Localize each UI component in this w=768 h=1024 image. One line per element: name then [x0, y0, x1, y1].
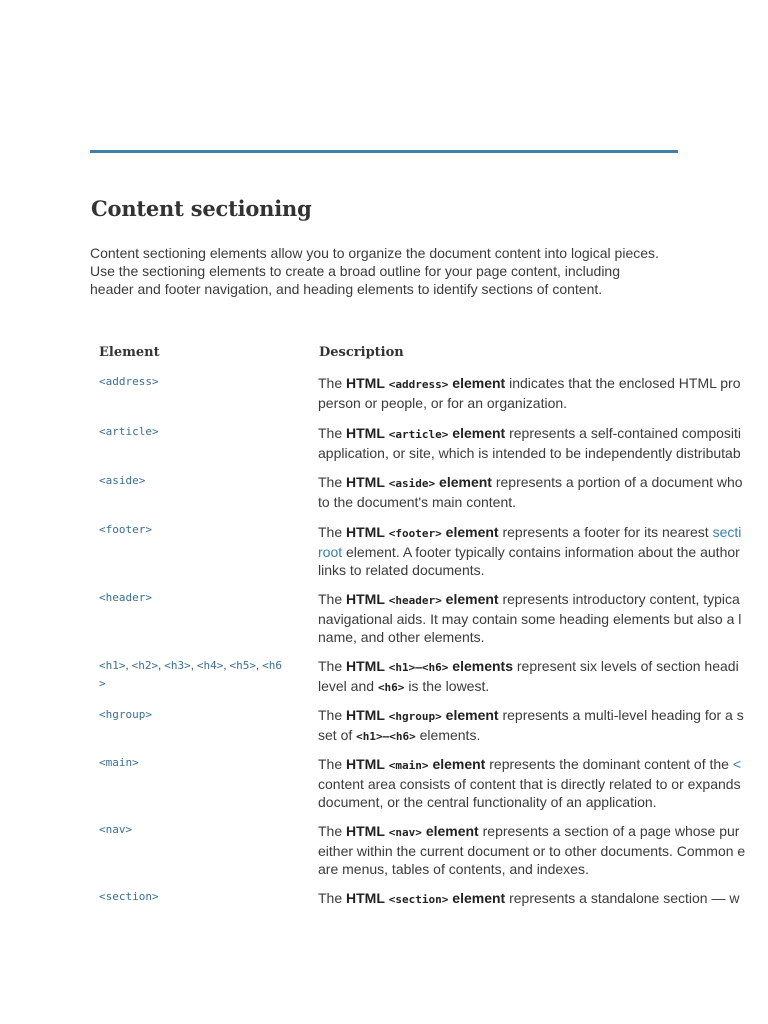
- description-nav: The HTML <nav> element represents a section of a page whose pur either within the current document or to other documents. Common e are menus, tables of contents, and indexes.: [318, 823, 746, 877]
- element-link-aside[interactable]: <aside>: [99, 474, 146, 487]
- description-footer: The HTML <footer> element represents a footer for its nearest secti root element. A footer typically contains information about the author links to related documents.: [318, 524, 742, 578]
- element-link-header[interactable]: <header>: [99, 591, 152, 604]
- column-header-element: Element: [99, 345, 160, 360]
- element-link-nav[interactable]: <nav>: [99, 823, 133, 836]
- description-section: The HTML <section> element represents a standalone section — w: [318, 890, 740, 906]
- element-link-footer[interactable]: <footer>: [99, 523, 152, 536]
- element-link-headings[interactable]: <h1>, <h2>, <h3>, <h4>, <h5>, <h6 >: [99, 659, 282, 690]
- column-header-description: Description: [319, 345, 404, 360]
- header-rule: [90, 150, 678, 153]
- description-article: The HTML <article> element represents a self-contained compositi application, or site, which is intended to be independently distributab: [318, 425, 742, 461]
- description-header: The HTML <header> element represents introductory content, typica navigational aids. It may contain some heading elements but also a l name, and other elements.: [318, 591, 742, 645]
- element-link-h2[interactable]: <h2>: [131, 659, 159, 672]
- element-link-main[interactable]: <main>: [99, 756, 139, 769]
- intro-paragraph: Content sectioning elements allow you to organize the document content into logical pieces. Use the sectioning elements to create a broad outline for your page content, including header and footer navigation, and heading elements to identify sections of content.: [90, 245, 659, 297]
- description-main: The HTML <main> element represents the dominant content of the < content area consists of content that is directly related to or expands document, or the central functionality of an application.: [318, 756, 742, 810]
- section-title: Content sectioning: [91, 196, 312, 221]
- root-link[interactable]: root: [318, 544, 343, 560]
- element-link-h3[interactable]: <h3>: [164, 659, 191, 672]
- element-link-h5[interactable]: <h5>: [229, 659, 256, 672]
- description-aside: The HTML <aside> element represents a portion of a document who to the document's main content.: [318, 474, 743, 510]
- element-link-article[interactable]: <article>: [99, 425, 159, 438]
- element-link-address[interactable]: <address>: [99, 375, 159, 388]
- element-link-h4[interactable]: <h4>: [196, 659, 224, 672]
- element-link-hgroup[interactable]: <hgroup>: [99, 708, 152, 721]
- element-link-section[interactable]: <section>: [99, 890, 159, 903]
- body-element-link[interactable]: <: [732, 756, 742, 772]
- element-link-h6[interactable]: <h6: [262, 659, 282, 672]
- sectioning-link[interactable]: secti: [712, 524, 742, 540]
- description-headings: The HTML <h1>–<h6> elements represent six levels of section headi level and <h6> is the lowest.: [318, 658, 739, 694]
- description-address: The HTML <address> element indicates that the enclosed HTML pro person or people, or for an organization.: [318, 375, 741, 411]
- element-link-h1[interactable]: <h1>: [99, 659, 126, 672]
- description-hgroup: The HTML <hgroup> element represents a multi-level heading for a s set of <h1>–<h6> elements.: [318, 707, 744, 743]
